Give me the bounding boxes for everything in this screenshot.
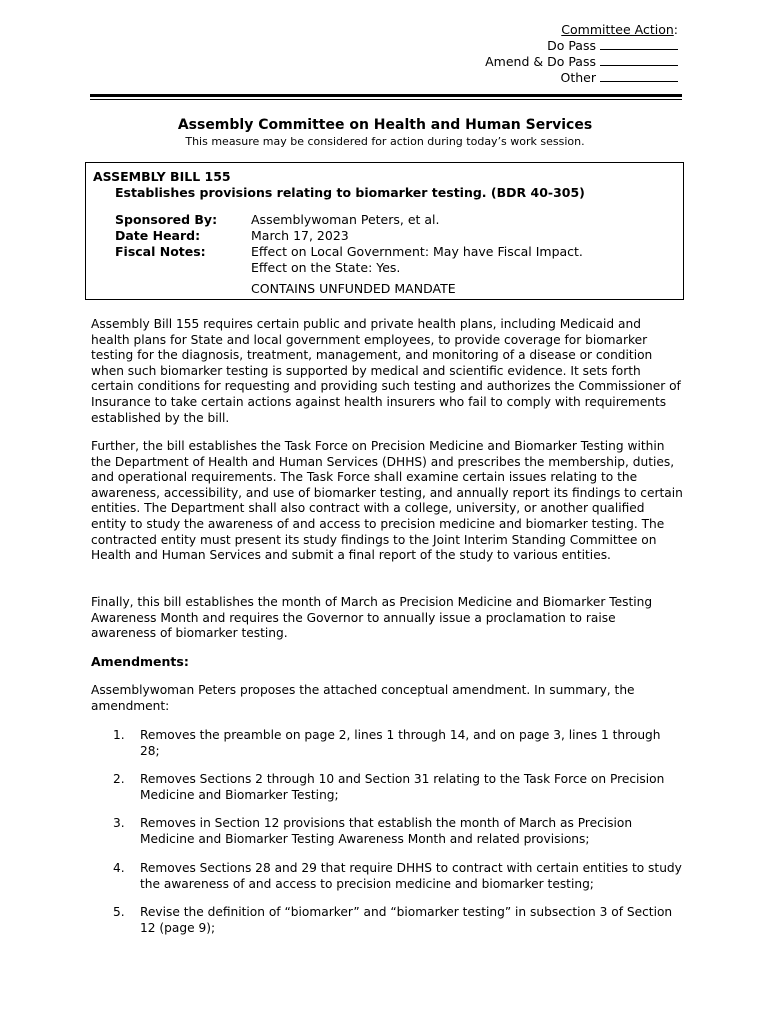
amend-do-pass-line [485,54,678,70]
do-pass-blank [600,39,678,50]
amendment-text: Removes Sections 28 and 29 that require DHHS to contract with certain entities to study the awareness of and access to precision medicine and biomarker testing; [140,861,682,891]
summary-paragraph-2 [91,439,683,564]
bill-id: ASSEMBLY BILL 155 [93,169,231,184]
other-blank [600,71,678,82]
other-line [485,70,678,86]
other-label: Other [560,70,596,85]
summary-paragraph-3 [91,595,683,642]
amendment-number: 3. [113,816,125,830]
bill-description: Establishes provisions relating to biomarker testing. (BDR 40-305) [115,185,585,200]
fiscal-local-value: Effect on Local Government: May have Fiscal Impact. [251,244,583,259]
amendments-intro-text: Assemblywoman Peters proposes the attached conceptual amendment. In summary, the amendment: [91,683,635,713]
header-divider-thick [90,94,682,97]
amendment-number: 4. [113,861,125,875]
committee-action-colon: : [673,22,678,37]
unfunded-mandate: CONTAINS UNFUNDED MANDATE [251,281,456,296]
amend-do-pass-blank [600,55,678,66]
amendment-text: Revise the definition of “biomarker” and “biomarker testing” in subsection 3 of Section 12 (page 9); [140,905,673,935]
committee-action-title: Committee Action [561,22,674,37]
summary-paragraph-3-text: Finally, this bill establishes the month of March as Precision Medicine and Biomarker Testing Awareness Month and requires the Governor to annually issue a proclamation to raise awareness of biomarker testing. [91,595,653,641]
sponsored-by-label: Sponsored By: [115,212,218,227]
committee-action-block [485,22,678,86]
do-pass-line [485,38,678,54]
committee-note: This measure may be considered for action during today’s work session. [185,135,585,148]
amendment-number: 2. [113,772,125,786]
committee-name: Assembly Committee on Health and Human Services [177,117,593,133]
amend-do-pass-label: Amend & Do Pass [485,54,596,69]
date-heard-value: March 17, 2023 [251,228,349,243]
summary-paragraph-1 [91,317,683,426]
amendments-intro [91,683,683,714]
amendment-text: Removes the preamble on page 2, lines 1 through 14, and on page 3, lines 1 through 28; [140,728,661,758]
amendment-text: Removes in Section 12 provisions that establish the month of March as Precision Medicine and Biomarker Testing Awareness Month and related provisions; [140,816,633,846]
sponsored-by-value: Assemblywoman Peters, et al. [251,212,440,227]
bill-info-box [85,162,684,300]
summary-paragraph-1-text: Assembly Bill 155 requires certain public and private health plans, including Medicaid and health plans for State and local government employees, to provide coverage for biomarker testing for the diagnosis, treatment, management, and monitoring of a disease or condition when such biomarker testing is supported by medical and scientific evidence. It sets forth certain conditions for requesting and providing such testing and authorizes the Commissioner of Insurance to take certain actions against health insurers who fail to comply with requirements established by the bill. [91,317,681,425]
summary-paragraph-2-text: Further, the bill establishes the Task Force on Precision Medicine and Biomarker Testing within the Department of Health and Human Services (DHHS) and prescribes the membership, duties, and operational requirements. The Task Force shall examine certain issues relating to the awareness, accessibility, and use of biomarker testing, and annually report its findings to certain entities. The Department shall also contract with a college, university, or another qualified entity to study the awareness of and access to precision medicine and biomarker testing. The contracted entity must present its study findings to the Joint Interim Standing Committee on Health and Human Services and submit a final report of the study to various entities. [91,439,683,563]
do-pass-label: Do Pass [547,38,596,53]
amendment-text: Removes Sections 2 through 10 and Section 31 relating to the Task Force on Precision Medicine and Biomarker Testing; [140,772,665,802]
amendment-number: 1. [113,728,125,742]
fiscal-state-value: Effect on the State: Yes. [251,260,401,275]
amendments-heading: Amendments: [91,654,189,669]
amendment-number: 5. [113,905,125,919]
date-heard-label: Date Heard: [115,228,201,243]
header-divider-thin [90,99,682,100]
fiscal-notes-label: Fiscal Notes: [115,244,206,259]
